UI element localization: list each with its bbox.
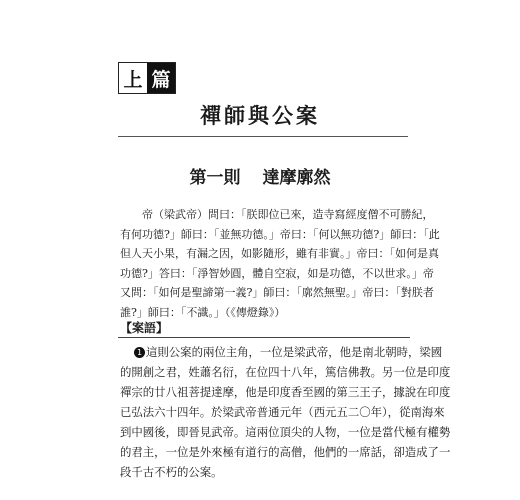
- commentary-line: 段千古不朽的公案。: [120, 465, 223, 479]
- quote-block: [120, 205, 440, 323]
- page-title: 禪師與公案: [200, 104, 320, 128]
- commentary-line: 的君主，一位是外來極有道行的高僧，他們的一席話，卻造成了一: [120, 445, 451, 459]
- chapter-heading: [0, 163, 520, 188]
- quote-line: 又問：「如何是聖諦第一義?」師曰：「廓然無聖。」帝曰：「對朕者: [120, 286, 434, 300]
- section-label: 【案語】: [120, 321, 169, 335]
- number-badge-icon: 1: [134, 347, 145, 358]
- part-tag-right: 篇: [147, 63, 175, 93]
- part-tag: [118, 62, 176, 94]
- commentary-line: 的開創之君，姓蕭名衍，在位四十八年，篤信佛教。另一位是印度: [120, 365, 451, 379]
- commentary-line: 禪宗的廿八祖菩提達摩，他是印度香至國的第三王子，據說在印度: [120, 385, 451, 399]
- quote-line: 但人天小果，有漏之因，如影隨形，雖有非實。」帝曰：「如何是真: [120, 247, 439, 261]
- part-tag-left: 上: [119, 63, 147, 93]
- quote-line: 功德?」答曰：「淨智妙圓，體自空寂，如是功德，不以世求。」帝: [120, 266, 434, 280]
- section-divider: [118, 337, 410, 338]
- quote-line: 有何功德?」師曰：「並無功德。」帝曰：「何以無功德?」師曰：「此: [120, 227, 440, 241]
- commentary-block: [120, 342, 451, 482]
- commentary-text: 這則公案的兩位主角，一位是梁武帝，他是南北朝時，梁國: [146, 345, 443, 359]
- quote-line: 帝（梁武帝）問曰：「朕即位已來，造寺寫經度僧不可勝紀，: [142, 208, 434, 221]
- quote-line: 誰?」師曰：「不識。」（《傳燈錄》）: [120, 305, 286, 319]
- commentary-line: 到中國後，即晉見武帝。這兩位頂尖的人物，一位是當代極有權勢: [120, 425, 451, 439]
- commentary-line: [120, 342, 443, 362]
- commentary-line: 已弘法六十四年。於梁武帝普通元年（西元五二〇年），從南海來: [120, 405, 445, 419]
- chapter-number: 第一則: [189, 168, 241, 188]
- chapter-title: 達摩廓然: [262, 168, 331, 188]
- title-divider: [118, 136, 408, 137]
